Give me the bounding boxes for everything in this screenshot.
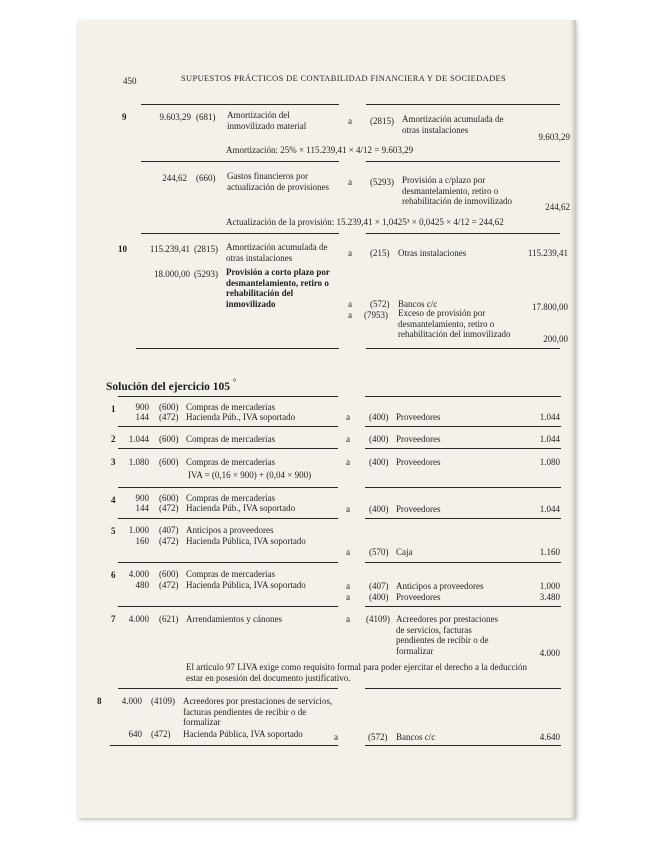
credit-amount: 1.044: [539, 434, 560, 444]
debit-account: Hacienda Pública, IVA soportado: [186, 536, 306, 546]
entry-number: 5: [111, 526, 116, 536]
a-separator: a: [348, 177, 352, 187]
a-separator: a: [334, 732, 338, 742]
book-page: [78, 20, 576, 818]
rule: [118, 688, 338, 689]
credit-amount: 4.640: [539, 732, 560, 742]
credit-amount: 1.044: [539, 504, 560, 514]
credit-amount: 1.160: [539, 547, 560, 557]
section-title-text: Solución del ejercicio 105: [106, 380, 231, 393]
a-separator: a: [346, 614, 350, 624]
rule: [365, 487, 561, 488]
debit-account: Acreedores por prestaciones de servicios, facturas pendientes de recibir o de formalizar: [183, 696, 333, 727]
credit-account: Proveedores: [396, 434, 441, 444]
credit-account: Proveedores: [396, 412, 441, 422]
debit-amount: 1.080: [128, 457, 149, 467]
account-code: (400): [369, 504, 389, 514]
debit-amount: 144: [135, 412, 149, 422]
credit-amount: 1.044: [539, 412, 560, 422]
debit-account: Hacienda Pública, IVA soportado: [186, 580, 306, 590]
debit-account: Arrendamientos y cánones: [186, 614, 282, 624]
account-code: (570): [369, 547, 389, 557]
credit-amount: 244,62: [545, 202, 570, 212]
credit-account: Proveedores: [396, 592, 441, 602]
debit-amount: 4.000: [128, 614, 149, 624]
account-code: (472): [159, 536, 179, 546]
debit-amount: 900: [135, 402, 149, 412]
credit-account: Bancos c/c: [396, 732, 436, 742]
credit-account: Otras instalaciones: [398, 248, 467, 258]
debit-amount: 160: [135, 536, 149, 546]
account-code: (600): [159, 457, 179, 467]
credit-account: Exceso de provisión por desmantelamiento, retiro o rehabilitación del inmovilizado: [398, 308, 511, 339]
account-code: (5293): [194, 269, 218, 279]
account-code: (621): [159, 614, 179, 624]
credit-amount: 200,00: [543, 334, 568, 344]
a-separator: a: [346, 547, 350, 557]
debit-amount: 4.000: [128, 569, 149, 579]
debit-account: Provisión a corto plazo por desmantelamiento, retiro o rehabilitación del inmovilizado: [226, 267, 330, 309]
rule: [136, 348, 339, 349]
credit-amount: 115.239,41: [527, 248, 568, 258]
rule: [365, 745, 561, 746]
debit-amount: 115.239,41: [149, 244, 190, 254]
account-code: (600): [159, 402, 179, 412]
a-separator: a: [348, 116, 352, 126]
credit-account: Caja: [396, 547, 413, 557]
debit-amount: 900: [135, 493, 149, 503]
credit-account: Anticipos a proveedores: [396, 581, 484, 591]
account-code: (407): [369, 581, 389, 591]
rule: [365, 688, 561, 689]
account-code: (5293): [370, 177, 394, 187]
entry-number: 3: [111, 457, 116, 467]
credit-amount: 1.080: [539, 457, 560, 467]
rule: [110, 745, 338, 746]
credit-account: Acreedores por prestaciones de servicios, facturas pendientes de recibir o de formalizar: [396, 614, 498, 656]
account-code: (407): [159, 525, 179, 535]
credit-account: Provisión a c/plazo por desmantelamiento, retiro o rehabilitación de inmovilizado: [402, 175, 512, 206]
rule: [118, 448, 338, 449]
credit-amount: 3.480: [539, 592, 560, 602]
account-code: (572): [368, 732, 388, 742]
entry-number: 2: [111, 434, 116, 444]
section-mark: °: [232, 377, 237, 387]
entry-number: 9: [122, 112, 127, 122]
debit-account: Hacienda Púb., IVA soportado: [186, 503, 296, 513]
credit-account: Proveedores: [396, 504, 441, 514]
account-code: (2815): [194, 244, 218, 254]
a-separator: a: [346, 434, 350, 444]
a-separator: a: [346, 592, 350, 602]
a-separator: a: [348, 248, 352, 258]
rule: [365, 562, 561, 563]
rule: [118, 562, 338, 563]
credit-account: Bancos c/c: [398, 299, 438, 309]
debit-account: Compras de mercaderías: [186, 434, 275, 444]
rule: [365, 396, 561, 397]
debit-amount: 18.000,00: [154, 269, 190, 279]
section-title: [106, 377, 237, 393]
account-code: (472): [159, 503, 179, 513]
rule: [118, 487, 338, 488]
account-code: (600): [159, 569, 179, 579]
a-separator: a: [346, 412, 350, 422]
account-code: (472): [159, 412, 179, 422]
rule: [118, 606, 338, 607]
debit-account: Compras de mercaderías: [186, 402, 275, 412]
debit-amount: 1.044: [128, 434, 149, 444]
debit-account: Hacienda Púb., IVA soportado: [186, 412, 296, 422]
debit-amount: 244,62: [162, 173, 187, 183]
credit-amount: 17.800,00: [532, 302, 568, 312]
legal-note: El artículo 97 LIVA exige como requisito formal para poder ejercitar el derecho a la deducción estar en posesión del documento justificativo.: [186, 662, 527, 683]
rule: [365, 448, 561, 449]
debit-account: Hacienda Pública, IVA soportado: [183, 729, 303, 739]
calculation-note: Amortización: 25% × 115.239,41 × 4/12 = 9.603,29: [226, 145, 414, 155]
debit-amount: 4.000: [121, 696, 142, 706]
page-number: 450: [123, 76, 137, 86]
credit-amount: 9.603,29: [538, 132, 570, 142]
rule: [366, 233, 560, 234]
entry-number: 8: [97, 696, 102, 706]
rule: [118, 396, 338, 397]
account-code: (215): [370, 248, 390, 258]
account-code: (7953): [364, 310, 388, 320]
credit-amount: 1.000: [539, 581, 560, 591]
rule: [141, 161, 339, 162]
credit-amount: 4.000: [539, 648, 560, 658]
entry-number: 4: [111, 495, 116, 505]
debit-account: Compras de mercaderías: [186, 569, 275, 579]
a-separator: a: [348, 310, 352, 320]
a-separator: a: [346, 581, 350, 591]
debit-amount: 640: [128, 729, 142, 739]
debit-account: Anticipos a proveedores: [186, 525, 274, 535]
rule: [365, 518, 561, 519]
account-code: (472): [151, 729, 171, 739]
debit-account: Amortización acumulada de otras instalaciones: [226, 242, 328, 263]
account-code: (4109): [151, 696, 175, 706]
account-code: (660): [196, 173, 216, 183]
account-code: (2815): [370, 116, 394, 126]
a-separator: a: [346, 504, 350, 514]
account-code: (600): [159, 434, 179, 444]
rule: [118, 518, 338, 519]
account-code: (572): [370, 299, 390, 309]
account-code: (4109): [366, 614, 390, 624]
rule: [118, 426, 338, 427]
entry-number: 7: [111, 614, 116, 624]
credit-account: Proveedores: [396, 457, 441, 467]
rule: [366, 161, 560, 162]
rule: [141, 233, 339, 234]
entry-number: 1: [111, 404, 116, 414]
account-code: (400): [369, 434, 389, 444]
debit-account: Amortización del inmovilizado material: [227, 110, 307, 131]
debit-amount: 144: [135, 503, 149, 513]
a-separator: a: [346, 457, 350, 467]
debit-account: Gastos financieros por actualización de provisiones: [227, 171, 329, 192]
rule: [366, 104, 560, 105]
entry-number: 6: [111, 570, 116, 580]
entry-number: 10: [118, 244, 127, 254]
iva-formula: IVA = (0,16 × 900) + (0,04 × 900): [188, 470, 312, 480]
account-code: (681): [196, 112, 216, 122]
running-header: SUPUESTOS PRÁCTICOS DE CONTABILIDAD FINANCIERA Y DE SOCIEDADES: [181, 74, 507, 83]
account-code: (400): [369, 592, 389, 602]
account-code: (400): [369, 412, 389, 422]
rule: [365, 426, 561, 427]
debit-amount: 480: [135, 580, 149, 590]
debit-account: Compras de mercaderías: [186, 457, 275, 467]
rule: [366, 348, 560, 349]
debit-amount: 1.000: [128, 525, 149, 535]
a-separator: a: [348, 299, 352, 309]
calculation-note: Actualización de la provisión: 15.239,41 × 1,0425³ × 0,0425 × 4/12 = 244,62: [226, 217, 504, 227]
rule: [141, 104, 339, 105]
debit-amount: 9.603,29: [159, 112, 191, 122]
account-code: (400): [369, 457, 389, 467]
rule: [365, 606, 561, 607]
account-code: (472): [159, 580, 179, 590]
credit-account: Amortización acumulada de otras instalaciones: [402, 114, 504, 135]
debit-account: Compras de mercaderías: [186, 493, 275, 503]
account-code: (600): [159, 493, 179, 503]
